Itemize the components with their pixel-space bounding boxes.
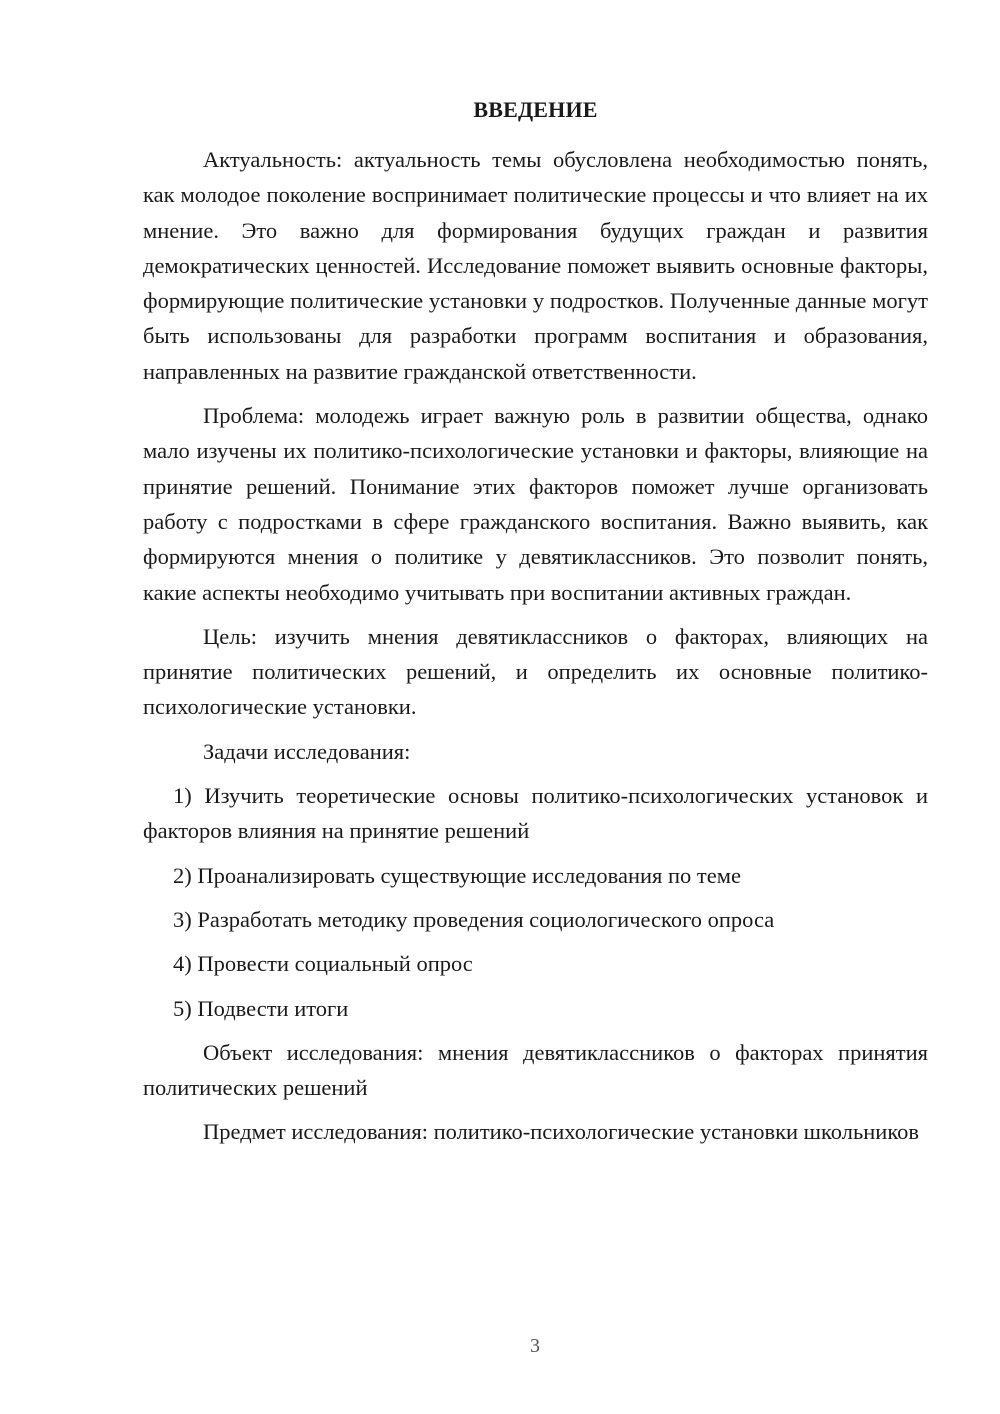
subject-paragraph: Предмет исследования: политико-психологические установки школьников: [203, 1119, 919, 1145]
task-item-4: 4) Провести социальный опрос: [173, 951, 473, 977]
page-number: 3: [530, 1335, 540, 1357]
tasks-heading: Задачи исследования:: [203, 738, 411, 764]
problem-paragraph: Проблема: молодежь играет важную роль в развитии общества, однако мало изучены их политико-психологические установки и факторы, влияющие на принятие решений. Понимание этих факторов поможет лучше организовать работу с подростками в сфере гражданского воспитания. Важно выявить, как формируются мнения о политике у девятиклассников. Это позволит понять, какие аспекты необходимо учитывать при воспитании активных граждан.: [143, 403, 928, 605]
section-heading: ВВЕДЕНИЕ: [473, 97, 598, 122]
task-item-5: 5) Подвести итоги: [173, 995, 349, 1021]
task-item-3: 3) Разработать методику проведения социологического опроса: [173, 906, 775, 932]
task-item-1: 1) Изучить теоретические основы политико-психологических установок и факторов влияния на принятие решений: [143, 783, 928, 844]
object-paragraph: Объект исследования: мнения девятиклассников о факторах принятия политических решений: [143, 1039, 928, 1101]
task-item-2: 2) Проанализировать существующие исследования по теме: [173, 862, 741, 888]
page-body: [143, 96, 928, 1159]
relevance-paragraph: Актуальность: актуальность темы обусловлена необходимостью понять, как молодое поколение воспринимает политические процессы и что влияет на их мнение. Это важно для формирования будущих граждан и развития демократических ценностей. Исследование поможет выявить основные факторы, формирующие политические установки у подростков. Полученные данные могут быть использованы для разработки программ воспитания и образования, направленных на развитие гражданской ответственности.: [143, 147, 928, 384]
goal-paragraph: Цель: изучить мнения девятиклассников о факторах, влияющих на принятие политических решений, и определить их основные политико-психологические установки.: [143, 623, 928, 720]
